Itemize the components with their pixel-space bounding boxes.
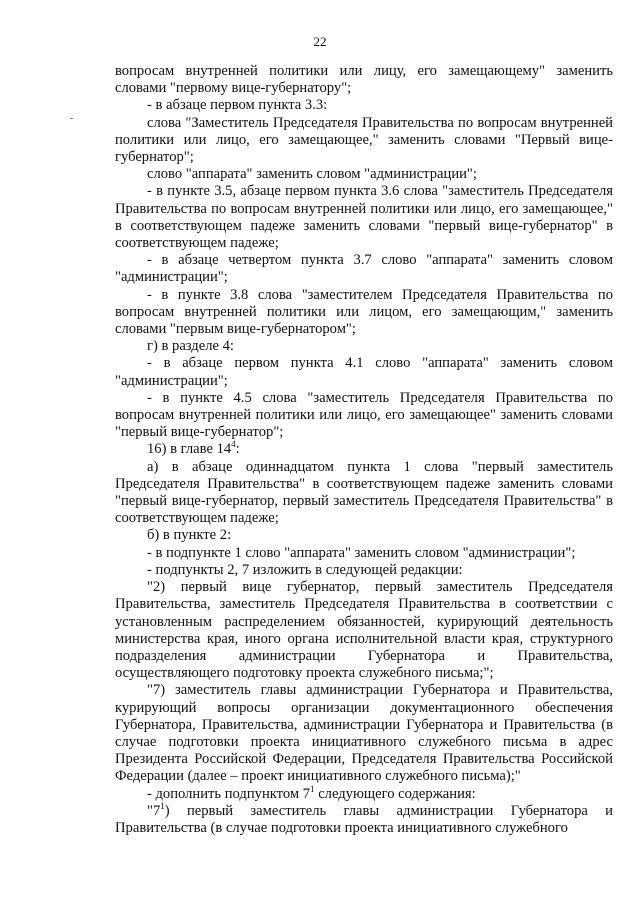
paragraph — [115, 562, 613, 579]
superscript: 4 — [231, 439, 236, 450]
paragraph-text: слово "аппарата" заменить словом "администрации"; — [147, 166, 477, 183]
paragraph-text: а) в абзаце одиннадцатом пункта 1 слова "первый заместитель Председателя Правительства" в соответствующем падеже заменить словами "первый вице-губернатор, первый заместитель Председателя Правительства" в соответствующем падеже; — [115, 458, 613, 527]
paragraph — [115, 783, 613, 803]
paragraph — [115, 545, 613, 562]
paragraph — [115, 166, 613, 183]
paragraph — [115, 527, 613, 544]
paragraph — [115, 390, 613, 442]
document-body — [115, 63, 613, 837]
paragraph-text: вопросам внутренней политики или лицу, его замещающему" заменить словами "первому вице-губернатору"; — [115, 63, 613, 97]
paragraph-text: слова "Заместитель Председателя Правительства по вопросам внутренней политики или лицо, его замещающее," заменить словами "Первый вице-губернатор"; — [115, 114, 613, 166]
paragraph-text: - в пункте 3.5, абзаце первом пункта 3.6 слова "заместитель Председателя Правительства по вопросам внутренней политики или лицо, его замещающее," в соответствующем падеже заменить словами "первый вице-губернатор" в соответствующем падеже; — [115, 183, 613, 252]
paragraph-text: б) в пункте 2: — [147, 527, 232, 544]
paragraph-text: "2) первый вице губернатор, первый заместитель Председателя Правительства, заместитель Председателя Правительства в соответствии с установленным распределением обязанностей, курирующий деятельность министерства края, иного органа исполнительной власти края, структурного подразделения администрации Губернатора и Правительства, осуществляющего подготовку проекта служебного письма;"; — [115, 579, 613, 682]
paragraph-text: - дополнить подпунктом 7 — [147, 785, 311, 802]
paragraph-text: - в пункте 4.5 слова "заместитель Председателя Правительства по вопросам внутренней политики или лицо, его замещающее" заменить словами "первый вице-губернатор"; — [115, 389, 613, 441]
paragraph — [115, 579, 613, 682]
paragraph-text: - подпункты 2, 7 изложить в следующей редакции: — [147, 561, 463, 578]
paragraph-text: "7) заместитель главы администрации Губернатора и Правительства, курирующий вопросы организации документационного обеспечения Губернатора, Правительства, администрации Губернатора и Правительства (в случае подготовки проекта инициативного служебного письма в адрес Президента Российской Федерации, Председателя Правительства Российской Федерации (далее – проект инициативного служебного письма);" — [115, 682, 613, 785]
paragraph — [115, 63, 613, 97]
paragraph — [115, 287, 613, 339]
superscript: 1 — [310, 783, 315, 794]
paragraph-text: - в абзаце четвертом пункта 3.7 слово "аппарата" заменить словом "администрации"; — [115, 252, 613, 286]
paragraph-text: - в абзаце первом пункта 3.3: — [147, 97, 328, 114]
paragraph — [115, 338, 613, 355]
paragraph — [115, 183, 613, 252]
paragraph-text: - в подпункте 1 слово "аппарата" заменить словом "администрации"; — [147, 544, 576, 561]
paragraph-text: - в абзаце первом пункта 4.1 слово "аппарата" заменить словом "администрации"; — [115, 355, 613, 389]
paragraph — [115, 252, 613, 286]
page-number: 22 — [313, 34, 327, 49]
paragraph-text-tail: ) первый заместитель главы администрации Губернатора и Правительства (в случае подготовки проекта инициативного служебного — [115, 802, 613, 836]
paragraph-text: "7 — [147, 802, 161, 819]
paragraph-text-tail: следующего содержания: — [314, 785, 476, 802]
paragraph-text: - в пункте 3.8 слова "заместителем Председателя Правительства по вопросам внутренней политики или лицом, его замещающим," заменить словами "первым вице-губернатором"; — [115, 286, 613, 338]
paragraph-text: г) в разделе 4: — [147, 338, 234, 355]
paragraph — [115, 800, 613, 837]
paragraph — [115, 115, 613, 167]
paragraph — [115, 441, 613, 458]
paragraph-text: 16) в главе 14 — [147, 441, 232, 458]
paragraph — [115, 355, 613, 389]
paragraph — [115, 459, 613, 528]
margin-mark — [70, 118, 73, 119]
paragraph — [115, 682, 613, 785]
paragraph-text-tail: : — [235, 441, 240, 458]
superscript: 1 — [160, 800, 165, 811]
paragraph — [115, 97, 613, 114]
